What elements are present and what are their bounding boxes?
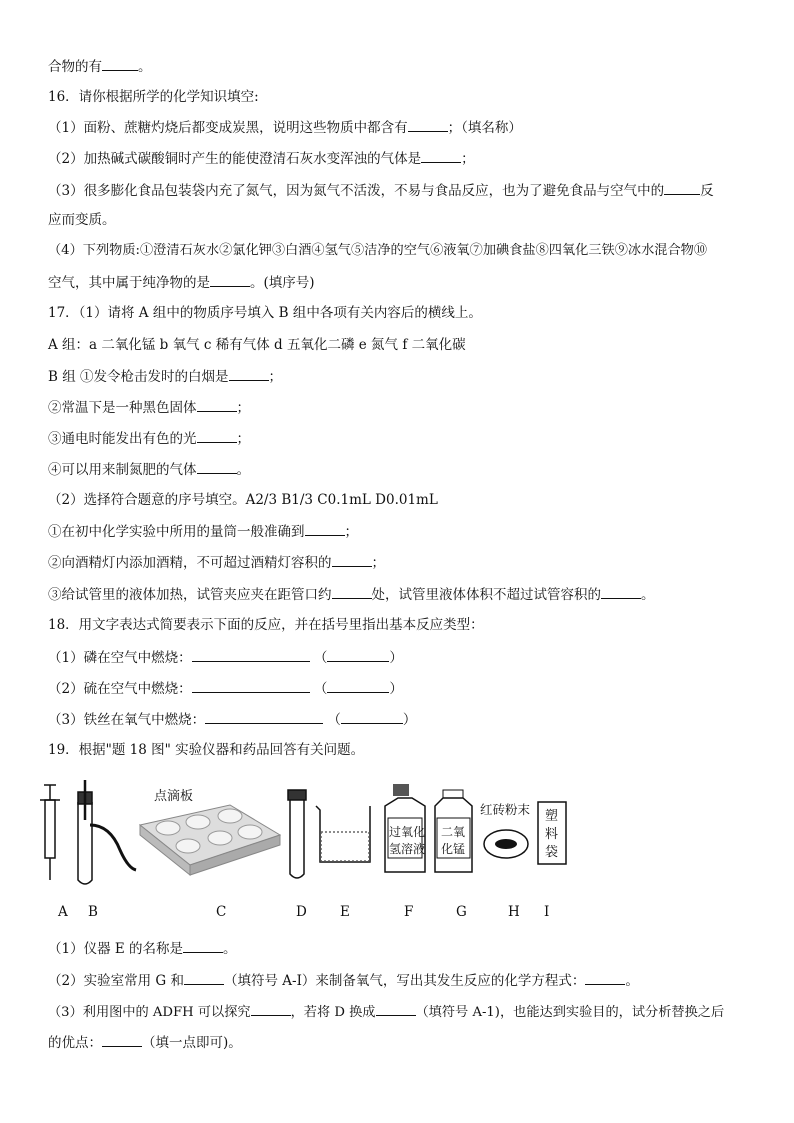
brick-powder-label: 红砖粉末 (480, 802, 531, 817)
answer-blank[interactable] (341, 709, 403, 724)
question-16-part4-cont: 空气，其中属于纯净物的是 。(填序号) (48, 272, 315, 293)
answer-blank[interactable] (197, 459, 237, 474)
text-line: 合物的有 。 (48, 56, 152, 77)
question-19-part2: （2）实验室常用 G 和 （填符号 A-I）来制备氧气，写出其发生反应的化学方程式： 。 (48, 970, 639, 991)
bag-label-2: 料 (545, 827, 559, 842)
choice-item3: ③给试管里的液体加热，试管夹应夹在距管口约 处，试管里液体体积不超过试管容积的 。 (48, 584, 655, 605)
group-b-item2: ②常温下是一种黑色固体 ； (48, 397, 250, 418)
figure-label-a: A (58, 904, 68, 920)
bottle-g-label-1: 二氧 (441, 825, 466, 839)
question-16-part3-cont: 应而变质。 (48, 212, 116, 228)
choice-item2: ②向酒精灯内添加酒精，不可超过酒精灯容积的 ； (48, 552, 385, 573)
beaker-icon (316, 806, 370, 862)
question-16-stem: 16．请你根据所学的化学知识填空: (48, 89, 259, 105)
figure-label-f: F (404, 904, 414, 920)
figure-label-h: H (508, 904, 520, 920)
manganese-dioxide-bottle-icon (435, 790, 472, 872)
group-b-item4: ④可以用来制氮肥的气体 。 (48, 459, 250, 480)
bottle-f-label-1: 过氧化 (389, 825, 426, 839)
question-16-part1: （1）面粉、蔗糖灼烧后都变成炭黑，说明这些物质中都含有 ；（填名称） (48, 117, 522, 138)
plastic-bag-icon (538, 802, 566, 864)
test-tube-icon (288, 790, 306, 878)
answer-blank[interactable] (332, 584, 372, 599)
group-a-list: A 组：a 二氧化锰 b 氧气 c 稀有气体 d 五氧化二磷 e 氮气 f 二氧化碳 (48, 337, 466, 353)
answer-blank[interactable] (376, 1001, 416, 1016)
answer-blank[interactable] (601, 584, 641, 599)
question-16-part4: （4）下列物质:①澄清石灰水②氯化钾③白酒④氢气⑤洁净的空气⑥液氧⑦加碘食盐⑧四氧化三铁⑨冰水混合物⑩ (48, 243, 708, 258)
group-b-item1: B 组 ①发令枪击发时的白烟是 ； (48, 366, 282, 387)
bottle-g-label-2: 化锰 (441, 842, 466, 856)
question-16-part3: （3）很多膨化食品包装袋内充了氮气，因为氮气不活泼，不易与食品反应，也为了避免食品与空气中的 反 (48, 180, 714, 201)
reaction-2: （2）硫在空气中燃烧： （ ） (48, 678, 403, 699)
question-17-stem: 17．（1）请将 A 组中的物质序号填入 B 组中各项有关内容后的横线上。 (48, 305, 482, 321)
figure-label-c: C (216, 904, 227, 920)
figure-label-i: I (544, 904, 550, 920)
figure-label-d: D (296, 904, 307, 920)
group-b-item3: ③通电时能发出有色的光 ； (48, 428, 250, 449)
test-tube-with-stopper-icon (78, 780, 136, 884)
question-19-stem: 19．根据"题 18 图" 实验仪器和药品回答有关问题。 (48, 742, 365, 758)
bottle-f-label-2: 氢溶液 (389, 842, 426, 856)
answer-blank[interactable] (197, 397, 237, 412)
question-17-part2: （2）选择符合题意的序号填空。A2/3 B1/3 C0.1mL D0.01mL (48, 492, 438, 508)
figure-label-b: B (88, 904, 98, 920)
spot-plate-label: 点滴板 (154, 789, 194, 804)
hydrogen-peroxide-bottle-icon (385, 784, 425, 872)
answer-blank[interactable] (210, 272, 250, 287)
answer-blank[interactable] (192, 678, 310, 693)
answer-blank[interactable] (332, 552, 372, 567)
answer-blank[interactable] (251, 1001, 291, 1016)
answer-blank[interactable] (102, 56, 138, 71)
brick-powder-icon (480, 802, 531, 858)
answer-blank[interactable] (184, 970, 224, 985)
figure-label-e: E (340, 904, 350, 920)
question-18-stem: 18．用文字表达式简要表示下面的反应，并在括号里指出基本反应类型： (48, 617, 484, 633)
reaction-1: （1）磷在空气中燃烧： （ ） (48, 647, 403, 668)
apparatus-figure (40, 780, 580, 888)
answer-blank[interactable] (327, 647, 389, 662)
answer-blank[interactable] (421, 148, 461, 163)
answer-blank[interactable] (327, 678, 389, 693)
question-16-part2: （2）加热碱式碳酸铜时产生的能使澄清石灰水变浑浊的气体是 ； (48, 148, 475, 169)
question-19-part3-cont: 的优点： （填一点即可)。 (48, 1032, 242, 1053)
answer-blank[interactable] (192, 647, 310, 662)
answer-blank[interactable] (664, 180, 700, 195)
answer-blank[interactable] (305, 521, 345, 536)
answer-blank[interactable] (183, 938, 223, 953)
question-19-part3: （3）利用图中的 ADFH 可以探究 ，若将 D 换成 （填符号 A-1)，也能达到实验目的，试分析替换之后 (48, 1001, 724, 1023)
choice-item1: ①在初中化学实验中所用的量筒一般准确到 ； (48, 521, 358, 542)
answer-blank[interactable] (408, 117, 448, 132)
bag-label-3: 袋 (545, 845, 559, 860)
bag-label-1: 塑 (545, 809, 559, 824)
answer-blank[interactable] (197, 428, 237, 443)
syringe-icon (40, 785, 60, 880)
question-19-part1: （1）仪器 E 的名称是 。 (48, 938, 237, 959)
figure-label-g: G (456, 904, 467, 920)
spot-plate-icon (140, 788, 280, 875)
answer-blank[interactable] (102, 1032, 142, 1047)
answer-blank[interactable] (229, 366, 269, 381)
answer-blank[interactable] (205, 709, 323, 724)
reaction-3: （3）铁丝在氧气中燃烧： （ ） (48, 709, 416, 730)
answer-blank[interactable] (585, 970, 625, 985)
